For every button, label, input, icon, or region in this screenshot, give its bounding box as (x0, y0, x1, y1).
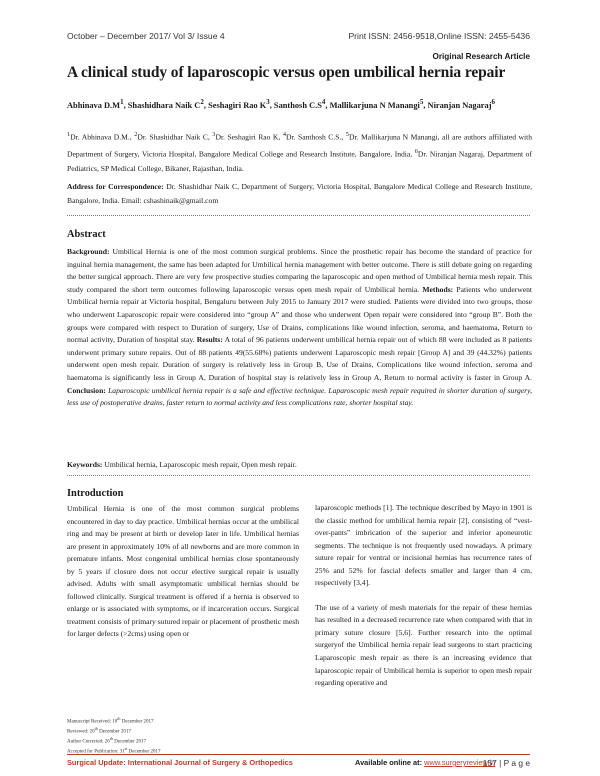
intro-paragraph: Umbilical Hernia is one of the most common surgical problems encountered in day to day practice. Umbilical hernias occur at the umbilical ring and may be present at birth or develop later in life. Umbilical hernias are present in approximately 10% of all newborns and are more common in premature infants. Most congenital umbilical hernias close spontaneously by 5 years if closure does not occur elective surgical repair is usually advised. Adults with small asymptomatic umbilical hernias should be followed clinically. Surgical treatment is offered if a hernia is observed to enlarge or is associated with symptoms, or if incarceration occurs. Surgical treatment consists of primary sutured repair or placement of prosthetic mesh for larger defects (>2cms) using open or (67, 504, 299, 639)
author-list: Abhinava $D.M^1$, Shashidhara Naik $C^2$, Seshagiri Rao $K^3$, Santhosh $C.S^4$, Mallikarjuna N Manangi$^5$, Niranjan Nagaraj$^6$ (67, 98, 496, 110)
keywords-text: Umbilical hernia, Laparoscopic mesh repair, Open mesh repair. (104, 460, 297, 469)
journal-name: Surgical Update: International Journal of Surgery & Orthopedics (67, 758, 293, 767)
abstract-heading: Abstract (67, 229, 106, 240)
online-availability (355, 758, 495, 767)
footer-rule (67, 754, 530, 755)
date-accepted: Accepted for Publication: 31st December 2017 (67, 745, 161, 755)
intro-right-column (315, 502, 532, 690)
keywords (67, 459, 532, 471)
article-type: Original Research Article (432, 52, 530, 61)
keywords-label: Keywords: (67, 460, 103, 469)
journal-link[interactable]: www.surgeryreview.in (424, 758, 496, 767)
divider (67, 475, 530, 476)
date-reviewed: Reviewed: 20th December 2017 (67, 725, 131, 735)
page-number: 157 | P a g e (482, 758, 530, 768)
issue-info: October – December 2017/ Vol 3/ Issue 4 (67, 31, 225, 41)
date-received: Manuscript Received: 10th December 2017 (67, 716, 154, 725)
divider (67, 215, 530, 216)
intro-left-column (67, 503, 299, 641)
introduction-heading: Introduction (67, 488, 124, 499)
intro-paragraph: laparoscopic methods [1]. The technique described by Mayo in 1901 is the classic method for umbilical hernia repair [2], consisting of “vest-over-pants” imbrication of the superior and inferior aponeurotic segments. The technique is not frequently used nowadays. A primary suture repair for ventral or incisional hernias has recurrence rates of 25% and 52% for fascial defects smaller and larger than 4 cm, respectively [3,4]. (315, 503, 532, 588)
article-title: A clinical study of laparoscopic versus open umbilical hernia repair (67, 64, 506, 81)
online-label: Available online at: (355, 758, 423, 767)
correspondence: Address for Correspondence: Dr. Shashidhar Naik C, Department of Surgery, Victoria Hospital, Bangalore Medical College and Research Institute, Bangalore, India. Email: cshashinaik@gmail.com (67, 182, 532, 206)
date-corrected: Author Corrected: 26th December 2017 (67, 735, 147, 745)
intro-paragraph: The use of a variety of mesh materials for the repair of these hernias has resulted in a decreased recurrence rate when compared with that in primary suture closure [5,6]. Further research into the optimal surgeryof the Umbilical hernia repair lead surgeons to start practicing Laparoscopic mesh repair as there is an increasing evidence that laparoscopic repair of Umbilical hernia is superior to open mesh repair regarding operative and (315, 602, 532, 688)
affiliations: $^1$Dr. Abhinava D.M., $^2$Dr. Shashidhar Naik C, $^3$Dr. Seshagiri Rao K, $^4$Dr. Santhosh C.S., $^5$Dr. Mallikarjuna N Manangi, all are authors affiliated with Department of Surgery, Victoria Hospital, Bangalore Medical College and Research Institute, Bangalore, India, $^6$Dr. Niranjan Nagaraj, Department of Pediatrics, SP Medical College, Bikaner, Rajasthan, India. (67, 131, 532, 173)
issn-info: Print ISSN: 2456-9518,Online ISSN: 2455-5436 (348, 31, 530, 41)
abstract-body: Background: Umbilical Hernia is one of the most common surgical problems. Since the prosthetic repair has become the standard of practice for inguinal hernia management, the same has been adapted for Umbilical hernia management with better outcome. There is still debate going on regarding the better surgical approach. There are very few prospective studies comparing the laparoscopic and open method of Umbilical hernia mesh repair. This study compared the short term outcomes following laparoscopic versus open mesh repair of Umbilical hernia. Methods: Patients who underwent Umbilical hernia repair at Victoria hospital, Bengaluru between July 2015 to January 2017 were studied. Patients were divided into two groups, those who underwent Laparoscopic repair were considered into “group A” and those who underwent Open repair were considered into “group B”. Both the groups were compared with respect to Duration of surgery, Use of Drains, complications like wound infection, seroma, and haematoma, Return to normal activity, Duration of hospital stay. Results: A total of 96 patients underwent umbilical hernia repair out of which 88 were included as 8 patients underwent primary suture repairs. Out of 88 patients 49(55.68%) patients underwent Laparoscopic mesh repair [Group A] and 39 (44.32%) patients underwent open mesh repair. Duration of surgery is relatively less in Group B, Use of Drains, Complications like wound infection, seroma and haematoma is significantly less in Group A, Duration of hospital stay is relatively less in Group A, Return to normal activity is faster in Group A. Conclusion: Laparoscopic umbilical hernia repair is a safe and effective technique. Laparoscopic mesh repair required in shorter duration of surgery, less use of postoperative drains, faster return to normal activity and less complications rate, shorter hospital stay. (67, 247, 532, 408)
manuscript-dates (67, 716, 160, 755)
